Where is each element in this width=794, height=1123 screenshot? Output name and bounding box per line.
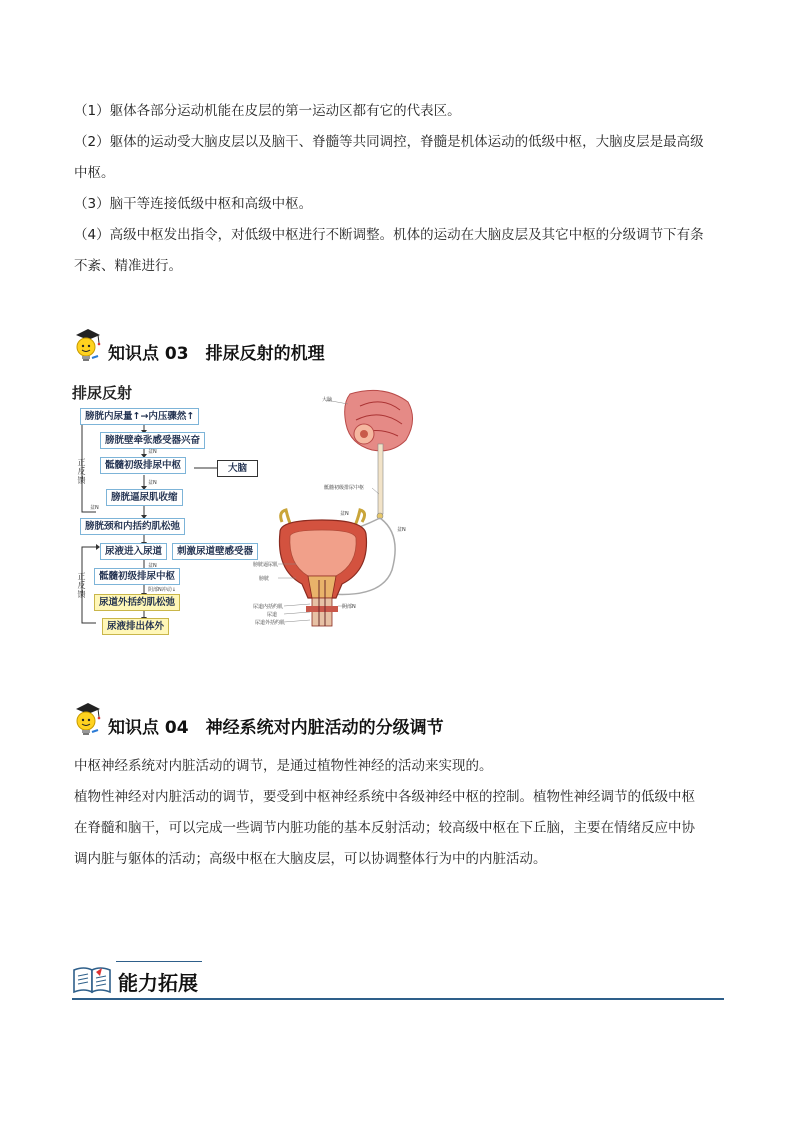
flow-box-bladder-volume: 膀胱内尿量↑→内压骤然↑ — [80, 408, 199, 425]
ability-top-rule — [116, 961, 202, 962]
kp03-title: 知识点 03 排尿反射的机理 — [108, 344, 325, 364]
anatomy-label-pelvic-1: 盆N — [340, 511, 349, 517]
nerve-label-2: 盆N — [148, 480, 157, 486]
kp04-line-3: 在脊髓和脑干，可以完成一些调节内脏功能的基本反射活动；较高级中枢在下丘脑，主要在情绪反应中协 — [74, 820, 695, 836]
flow-box-urine-out: 尿液排出体外 — [102, 618, 169, 635]
kp04-heading — [72, 700, 444, 740]
paragraph-line-1: （1）躯体各部分运动机能在皮层的第一运动区都有它的代表区。 — [74, 103, 461, 119]
nerve-label-3: 盆N — [90, 505, 99, 511]
anatomy-label-spinal: 骶髓初级排尿中枢 — [324, 485, 365, 491]
anatomy-label-brain: 大脑 — [322, 397, 333, 403]
anatomy-label-trigone: 膀胱 — [259, 576, 270, 582]
kp04-line-1: 中枢神经系统对内脏活动的调节，是通过植物性神经的活动来实现的。 — [74, 758, 493, 774]
feedback-label-2: 正反馈 — [77, 572, 86, 599]
anatomy-label-pudendal: 阴部N — [342, 604, 356, 610]
open-book-icon — [72, 964, 112, 996]
flow-box-sacral-center-2: 骶髓初级排尿中枢 — [94, 568, 180, 585]
kp04-line-4: 调内脏与躯体的活动；高级中枢在大脑皮层，可以协调整体行为中的内脏活动。 — [74, 851, 547, 867]
flow-title: 排尿反射 — [72, 384, 133, 402]
flow-box-urethral-receptor: 刺激尿道壁感受器 — [172, 543, 258, 560]
anatomy-label-internal-sphincter: 尿道内括约肌 — [253, 604, 284, 610]
kp04-line-2: 植物性神经对内脏活动的调节，要受到中枢神经系统中各级神经中枢的控制。植物性神经调节的低级中枢 — [74, 789, 695, 805]
urination-reflex-figure — [72, 382, 422, 632]
flow-box-sacral-center-1: 骶髓初级排尿中枢 — [100, 457, 186, 474]
anatomy-label-detrusor: 膀胱逼尿肌 — [253, 562, 279, 568]
paragraph-line-2: （2）躯体的运动受大脑皮层以及脑干、脊髓等共同调控，脊髓是机体运动的低级中枢，大脑皮层是最高级 — [74, 134, 704, 150]
scholar-bulb-icon — [72, 326, 104, 366]
anatomy-label-external-sphincter: 尿道外括约肌 — [255, 620, 286, 626]
flow-box-urine-urethra: 尿液进入尿道 — [100, 543, 167, 560]
kp03-heading — [72, 326, 325, 366]
anatomy-label-urethra: 尿道 — [267, 612, 278, 618]
scholar-bulb-icon — [72, 700, 104, 740]
paragraph-line-5: （4）高级中枢发出指令，对低级中枢进行不断调整。机体的运动在大脑皮层及其它中枢的分级调节下有条 — [74, 227, 704, 243]
flow-box-stretch-receptor: 膀胱壁牵张感受器兴奋 — [100, 432, 205, 449]
flow-box-external-sphincter: 尿道外括约肌松弛 — [94, 594, 180, 611]
flow-box-brain: 大脑 — [217, 460, 258, 477]
paragraph-line-6: 不紊、精准进行。 — [74, 258, 182, 274]
nerve-label-4: 盆N — [148, 563, 157, 569]
nerve-label-5: 阴部N冲动↓ — [148, 587, 176, 593]
flow-box-bladder-neck: 膀胱颈和内括约肌松弛 — [80, 518, 185, 535]
paragraph-line-4: （3）脑干等连接低级中枢和高级中枢。 — [74, 196, 313, 212]
ability-title: 能力拓展 — [118, 971, 198, 995]
paragraph-line-3: 中枢。 — [74, 165, 115, 181]
ability-underline — [72, 998, 724, 1000]
flow-box-detrusor: 膀胱逼尿肌收缩 — [106, 489, 183, 506]
anatomy-label-pelvic-2: 盆N — [397, 527, 406, 533]
kp04-title: 知识点 04 神经系统对内脏活动的分级调节 — [108, 718, 444, 738]
ability-section-header — [72, 958, 724, 1000]
nerve-label-1: 盆N — [148, 449, 157, 455]
anatomy-illustration — [242, 384, 422, 632]
feedback-label-1: 正反馈 — [77, 458, 86, 485]
